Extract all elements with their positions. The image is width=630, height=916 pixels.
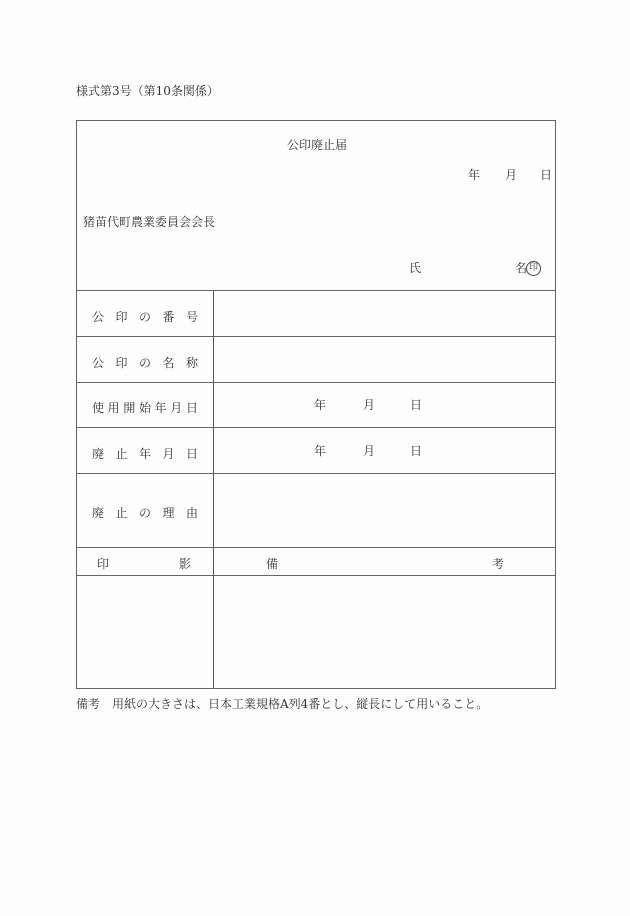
seal-name-field[interactable] xyxy=(214,337,555,382)
label-seal-name: 公 印 の 名 称 xyxy=(92,356,198,370)
start-date-field[interactable] xyxy=(214,383,555,427)
seal-number-field[interactable] xyxy=(214,291,555,336)
addressee: 猪苗代町農業委員会会長 xyxy=(83,215,216,229)
abolition-date-month: 月 xyxy=(363,444,376,458)
header-seal-impression: 印 影 xyxy=(97,557,191,571)
abolition-date-field[interactable] xyxy=(214,428,555,473)
applicant-name-field[interactable] xyxy=(515,261,541,276)
form-table xyxy=(76,120,556,689)
date-day-label: 日 xyxy=(540,168,553,182)
footnote: 備考 用紙の大きさは、日本工業規格A列4番とし、縦長にして用いること。 xyxy=(76,697,489,711)
abolition-date-day: 日 xyxy=(410,444,423,458)
date-year-label: 年 xyxy=(468,168,481,182)
start-date-year: 年 xyxy=(314,398,327,412)
divider xyxy=(77,547,555,548)
form-title: 公印廃止届 xyxy=(287,138,348,152)
label-seal-number: 公 印 の 番 号 xyxy=(92,310,198,324)
header-remarks: 備 考 xyxy=(266,557,504,571)
abolition-reason-field[interactable] xyxy=(214,474,555,547)
seal-impression-area[interactable] xyxy=(77,576,213,688)
seal-icon: 印 xyxy=(526,261,541,276)
start-date-month: 月 xyxy=(363,398,376,412)
applicant-name-label: 名 xyxy=(515,261,528,275)
start-date-day: 日 xyxy=(410,398,423,412)
remarks-field[interactable] xyxy=(214,576,555,688)
date-month-label: 月 xyxy=(505,168,518,182)
abolition-date-year: 年 xyxy=(314,444,327,458)
label-start-date: 使 用 開 始 年 月 日 xyxy=(92,401,198,415)
applicant-surname-label: 氏 xyxy=(409,261,422,275)
label-abolition-reason: 廃 止 の 理 由 xyxy=(92,506,198,520)
label-abolition-date: 廃 止 年 月 日 xyxy=(92,447,198,461)
form-number: 様式第3号（第10条関係） xyxy=(76,84,219,98)
